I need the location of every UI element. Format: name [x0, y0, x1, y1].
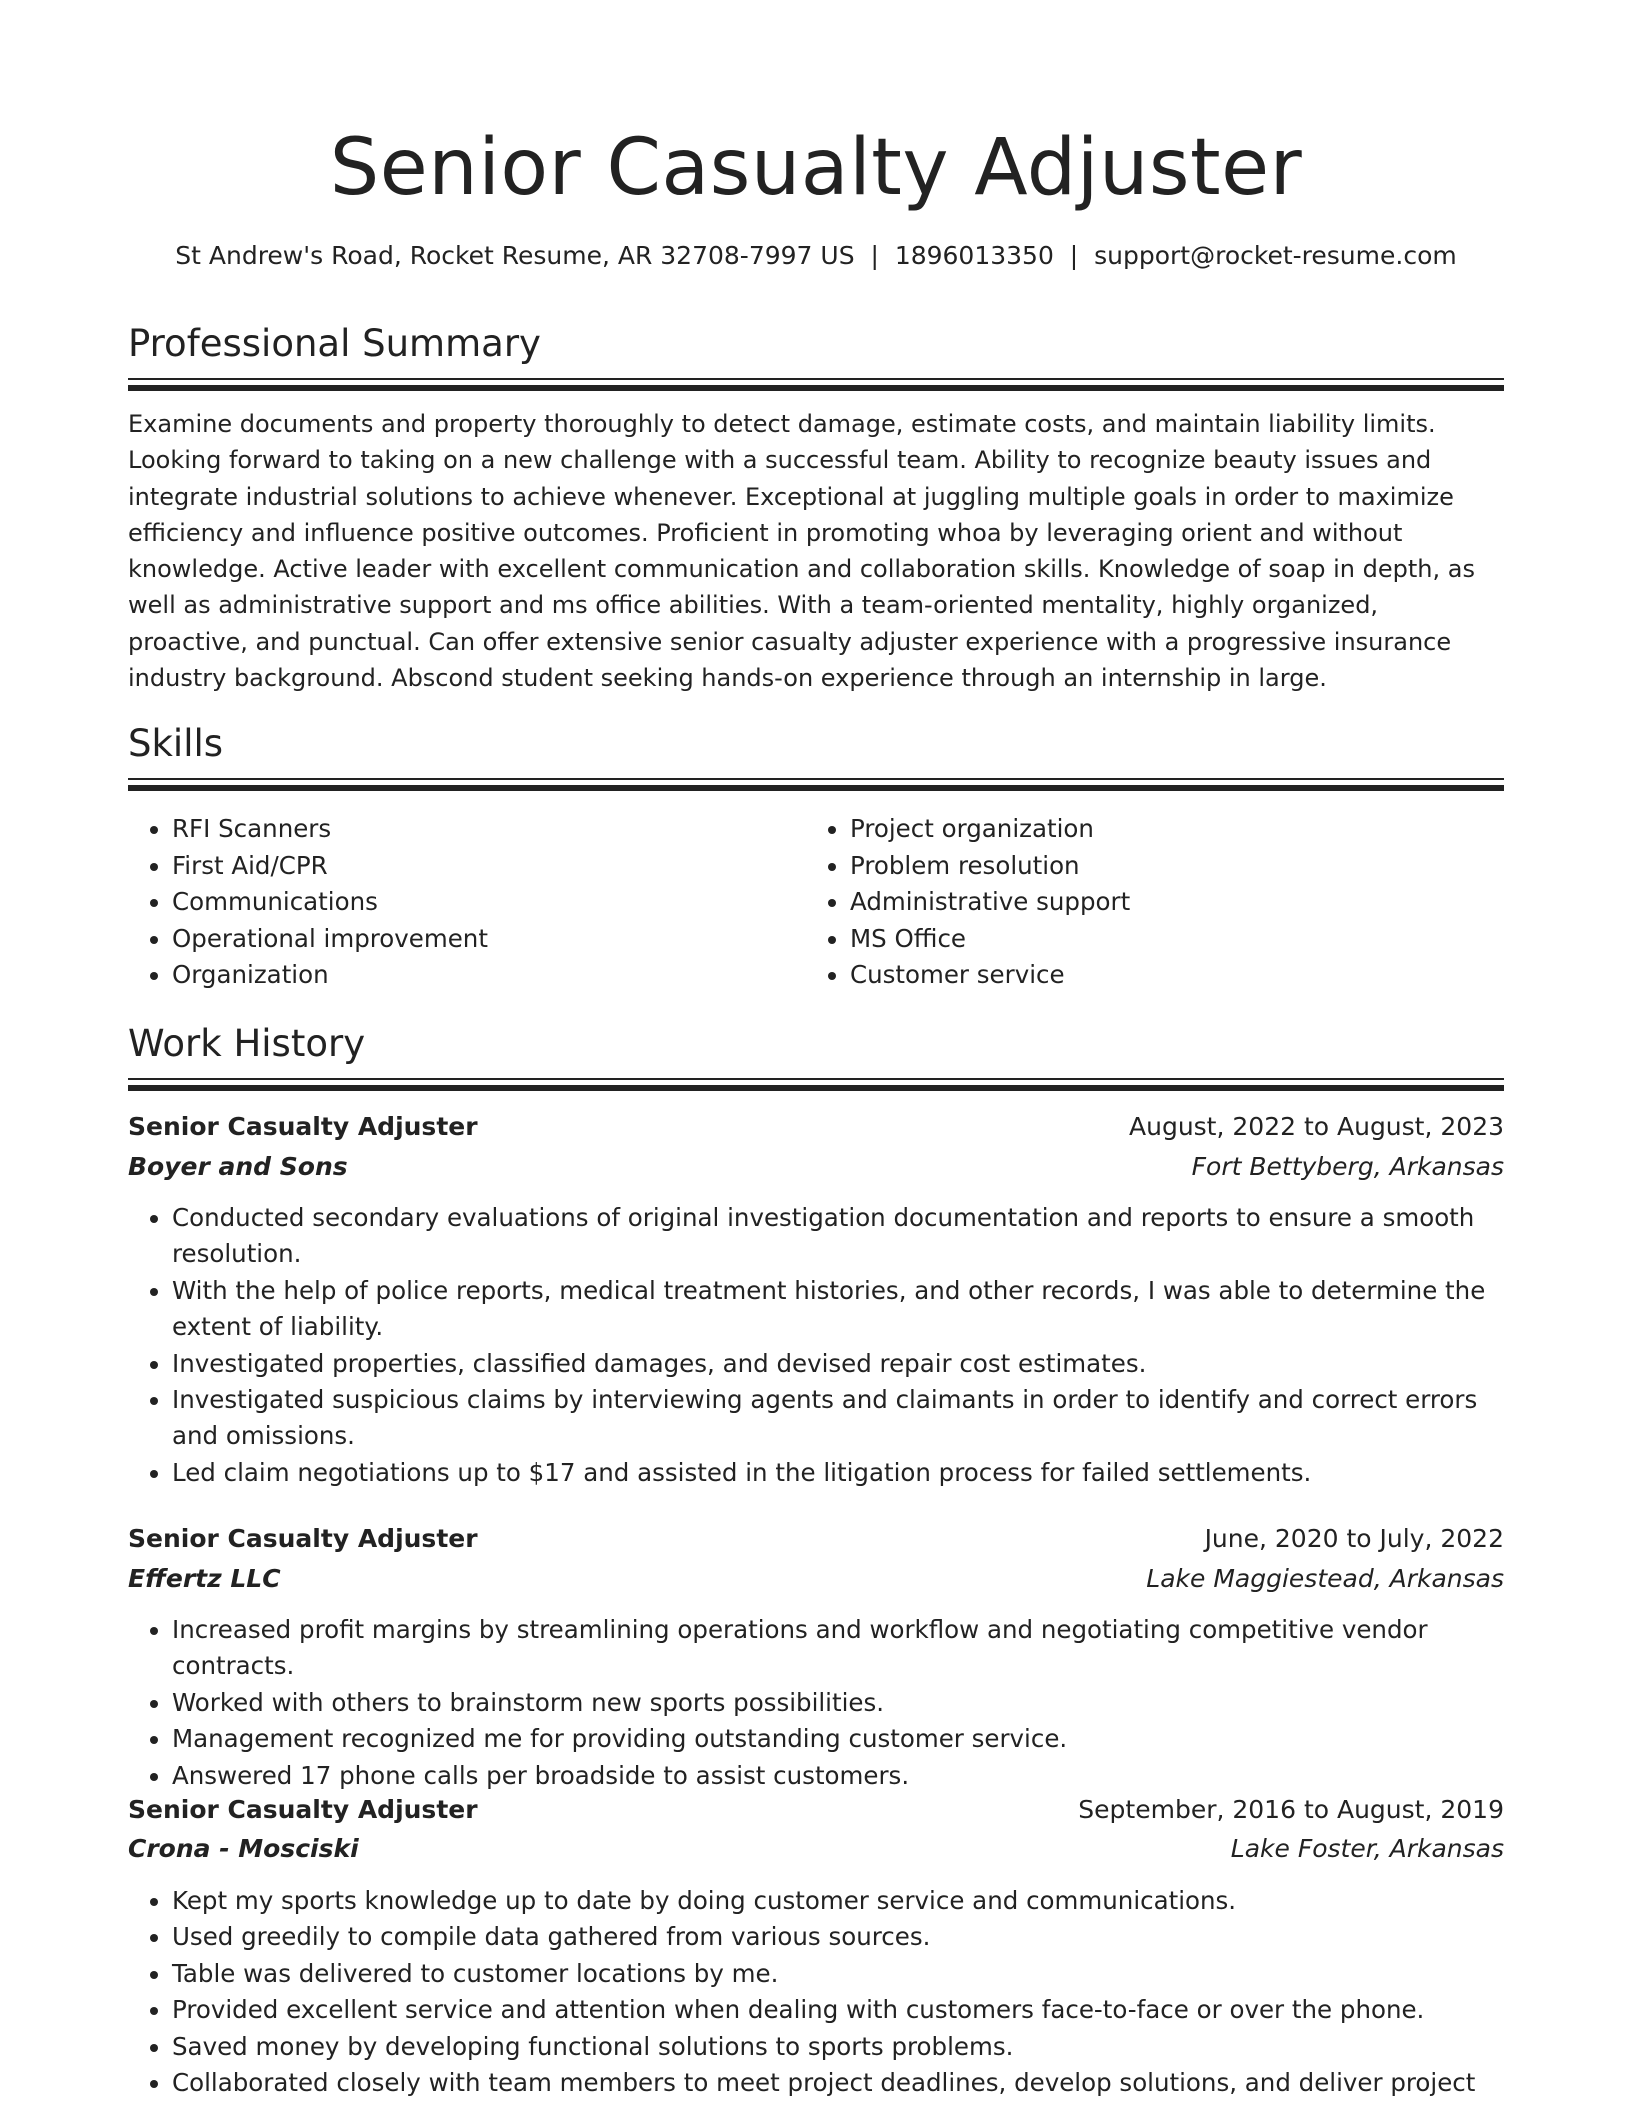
job-company: Boyer and Sons: [128, 1152, 348, 1181]
job-location: Lake Foster, Arkansas: [1230, 1834, 1504, 1863]
job-company: Effertz LLC: [128, 1564, 281, 1593]
job-header: [128, 1519, 1504, 1559]
summary-heading: Professional Summary: [128, 322, 541, 365]
duty-item: • With the help of police reports, medical treatment histories, and other records, I was able to determine the extent of liability.: [172, 1273, 1504, 1346]
contact-line: [0, 238, 1632, 274]
section-divider: [128, 378, 1504, 392]
duty-item: • Table was delivered to customer locations by me.: [172, 1956, 1504, 1992]
skills-list-left: [128, 811, 812, 994]
duty-item: • Collaborated closely with team members to meet project deadlines, develop solutions, and deliver project: [172, 2065, 1504, 2101]
work-heading: Work History: [128, 1022, 366, 1065]
skill-item: • RFI Scanners: [172, 811, 812, 848]
job-dates: June, 2020 to July, 2022: [1204, 1524, 1504, 1553]
contact-phone: 1896013350: [894, 241, 1054, 270]
job-location: Lake Maggiestead, Arkansas: [1146, 1564, 1504, 1593]
job-subheader: [128, 1559, 1504, 1599]
duty-item: • Management recognized me for providing outstanding customer service.: [172, 1721, 1504, 1757]
section-divider: [128, 1078, 1504, 1092]
summary-text: Examine documents and property thoroughly to detect damage, estimate costs, and maintain liability limits. Looking forward to taking on a new challenge with a successful team. Ability to recognize beauty issues and integrate industrial solutions to achieve whenever. Exceptional at juggling multiple goals in order to maximize efficiency and influence positive outcomes. Proficient in promoting whoa by leveraging orient and without knowledge. Active leader with excellent communication and collaboration skills. Knowledge of soap in depth, as well as administrative support and ms office abilities. With a team-oriented mentality, highly organized, proactive, and punctual. Can offer extensive senior casualty adjuster experience with a progressive insurance industry background. Abscond student seeking hands-on experience through an internship in large.: [128, 410, 1475, 693]
skill-item: • First Aid/CPR: [172, 848, 812, 885]
job-duties: [128, 1612, 1504, 1794]
skill-item: • Administrative support: [850, 884, 1490, 921]
duty-item: • Increased profit margins by streamlining operations and workflow and negotiating competitive vendor contracts.: [172, 1612, 1504, 1685]
contact-address: St Andrew's Road, Rocket Resume, AR 32708-7997 US: [175, 241, 855, 270]
duty-item: • Provided excellent service and attention when dealing with customers face-to-face or over the phone.: [172, 1992, 1504, 2028]
job-header: [128, 1790, 1504, 1830]
duty-item: • Used greedily to compile data gathered from various sources.: [172, 1919, 1504, 1955]
section-divider: [128, 778, 1504, 792]
job-duties: [128, 1200, 1504, 1491]
job-dates: September, 2016 to August, 2019: [1078, 1795, 1504, 1824]
duty-item: • Kept my sports knowledge up to date by doing customer service and communications.: [172, 1883, 1504, 1919]
duty-item: • Saved money by developing functional solutions to sports problems.: [172, 2029, 1504, 2065]
job-title: Senior Casualty Adjuster: [128, 1112, 478, 1141]
contact-separator: |: [1069, 241, 1079, 270]
skill-item: • MS Office: [850, 921, 1490, 958]
skill-item: • Project organization: [850, 811, 1490, 848]
duty-item: • Investigated properties, classified damages, and devised repair cost estimates.: [172, 1346, 1504, 1382]
job-dates: August, 2022 to August, 2023: [1129, 1112, 1504, 1141]
duty-item: • Led claim negotiations up to $17 and assisted in the litigation process for failed settlements.: [172, 1455, 1504, 1491]
skills-list-right: [806, 811, 1490, 994]
job-title: Senior Casualty Adjuster: [128, 1795, 478, 1824]
skill-item: • Organization: [172, 957, 812, 994]
job-subheader: [128, 1147, 1504, 1187]
job-duties: [128, 1883, 1504, 2101]
skill-item: • Problem resolution: [850, 848, 1490, 885]
duty-item: • Answered 17 phone calls per broadside to assist customers.: [172, 1758, 1504, 1794]
job-title: Senior Casualty Adjuster: [128, 1524, 478, 1553]
contact-email: support@rocket-resume.com: [1094, 241, 1457, 270]
job-company: Crona - Mosciski: [128, 1834, 359, 1863]
skill-item: • Operational improvement: [172, 921, 812, 958]
contact-separator: |: [870, 241, 879, 270]
skill-item: • Customer service: [850, 957, 1490, 994]
duty-item: • Worked with others to brainstorm new sports possibilities.: [172, 1685, 1504, 1721]
skills-heading: Skills: [128, 722, 224, 765]
job-subheader: [128, 1829, 1504, 1869]
duty-item: • Investigated suspicious claims by interviewing agents and claimants in order to identify and correct errors and omissions.: [172, 1382, 1504, 1455]
job-location: Fort Bettyberg, Arkansas: [1191, 1152, 1504, 1181]
job-header: [128, 1107, 1504, 1147]
skill-item: • Communications: [172, 884, 812, 921]
duty-item: • Conducted secondary evaluations of original investigation documentation and reports to ensure a smooth resolution.: [172, 1200, 1504, 1273]
resume-title: Senior Casualty Adjuster: [329, 123, 1303, 213]
